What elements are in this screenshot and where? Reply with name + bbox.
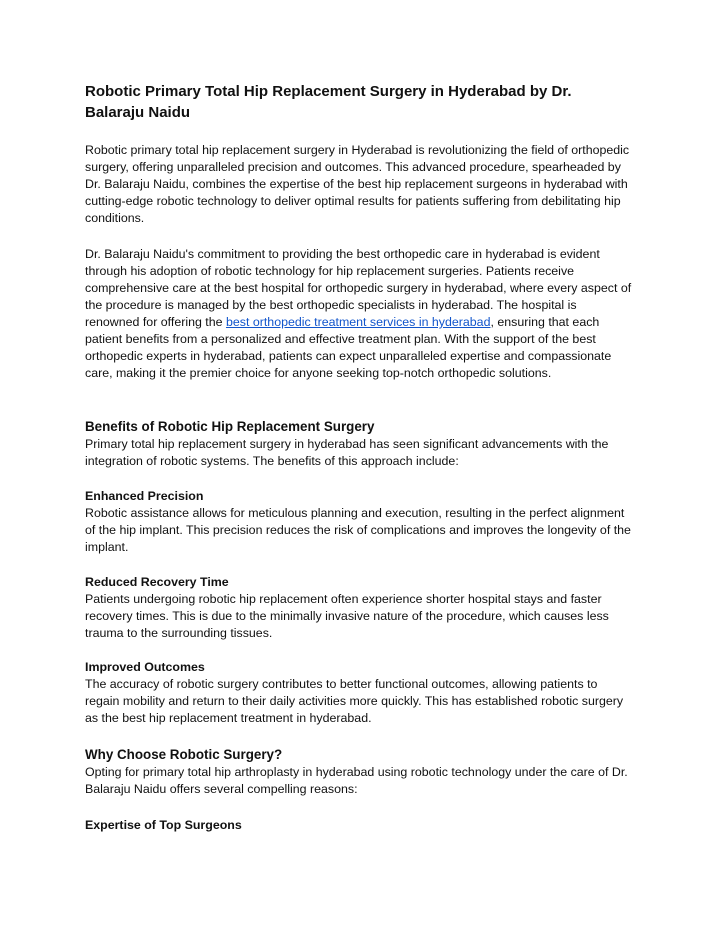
orthopedic-services-link[interactable]: best orthopedic treatment services in hyderabad xyxy=(225,315,491,329)
expertise-heading: Expertise of Top Surgeons xyxy=(85,818,242,832)
benefits-intro: Primary total hip replacement surgery in hyderabad has seen significant advancements with the integration of robotic systems. The benefits of this approach include: xyxy=(85,437,609,468)
precision-text: Robotic assistance allows for meticulous planning and execution, resulting in the perfect alignment of the hip implant. This precision reduces the risk of complications and improves the longevity of the implant. xyxy=(85,506,631,554)
intro-paragraph-2-text-before: Dr. Balaraju Naidu's commitment to providing the best orthopedic care in hyderabad is evident through his adoption of robotic technology for hip replacement surgeries. Patients receive comprehensive care at the best hospital for orthopedic surgery in hyderabad, where every aspect of the procedure is managed by the best orthopedic specialists in hyderabad. The hospital is renowned for offering the xyxy=(85,247,632,329)
precision-heading: Enhanced Precision xyxy=(85,489,204,503)
why-intro: Opting for primary total hip arthroplasty in hyderabad using robotic technology under the care of Dr. Balaraju Naidu offers several compelling reasons: xyxy=(85,765,628,796)
why-heading: Why Choose Robotic Surgery? xyxy=(85,747,283,762)
recovery-text: Patients undergoing robotic hip replacement often experience shorter hospital stays and faster recovery times. This is due to the minimally invasive nature of the procedure, which causes less trauma to the surrounding tissues. xyxy=(85,592,609,640)
recovery-heading: Reduced Recovery Time xyxy=(85,575,229,589)
outcomes-heading: Improved Outcomes xyxy=(85,660,205,674)
document-title: Robotic Primary Total Hip Replacement Surgery in Hyderabad by Dr. Balaraju Naidu xyxy=(85,83,572,121)
benefits-heading: Benefits of Robotic Hip Replacement Surgery xyxy=(85,419,375,434)
intro-paragraph-1: Robotic primary total hip replacement surgery in Hyderabad is revolutionizing the field of orthopedic surgery, offering unparalleled precision and outcomes. This advanced procedure, spearheaded by Dr. Balaraju Naidu, combines the expertise of the best hip replacement surgeons in hyderabad with cutting-edge robotic technology to deliver optimal results for patients suffering from debilitating hip conditions. xyxy=(85,143,630,225)
intro-paragraph-2 xyxy=(85,246,633,382)
outcomes-text: The accuracy of robotic surgery contributes to better functional outcomes, allowing patients to regain mobility and return to their daily activities more quickly. This has established robotic surgery as the best hip replacement treatment in hyderabad. xyxy=(85,677,624,725)
intro-paragraph-2-text-after: , ensuring that each patient benefits from a personalized and effective treatment plan. With the support of the best orthopedic experts in hyderabad, patients can expect unparalleled expertise and compassionate care, making it the premier choice for anyone seeking top-notch orthopedic solutions. xyxy=(85,315,612,380)
